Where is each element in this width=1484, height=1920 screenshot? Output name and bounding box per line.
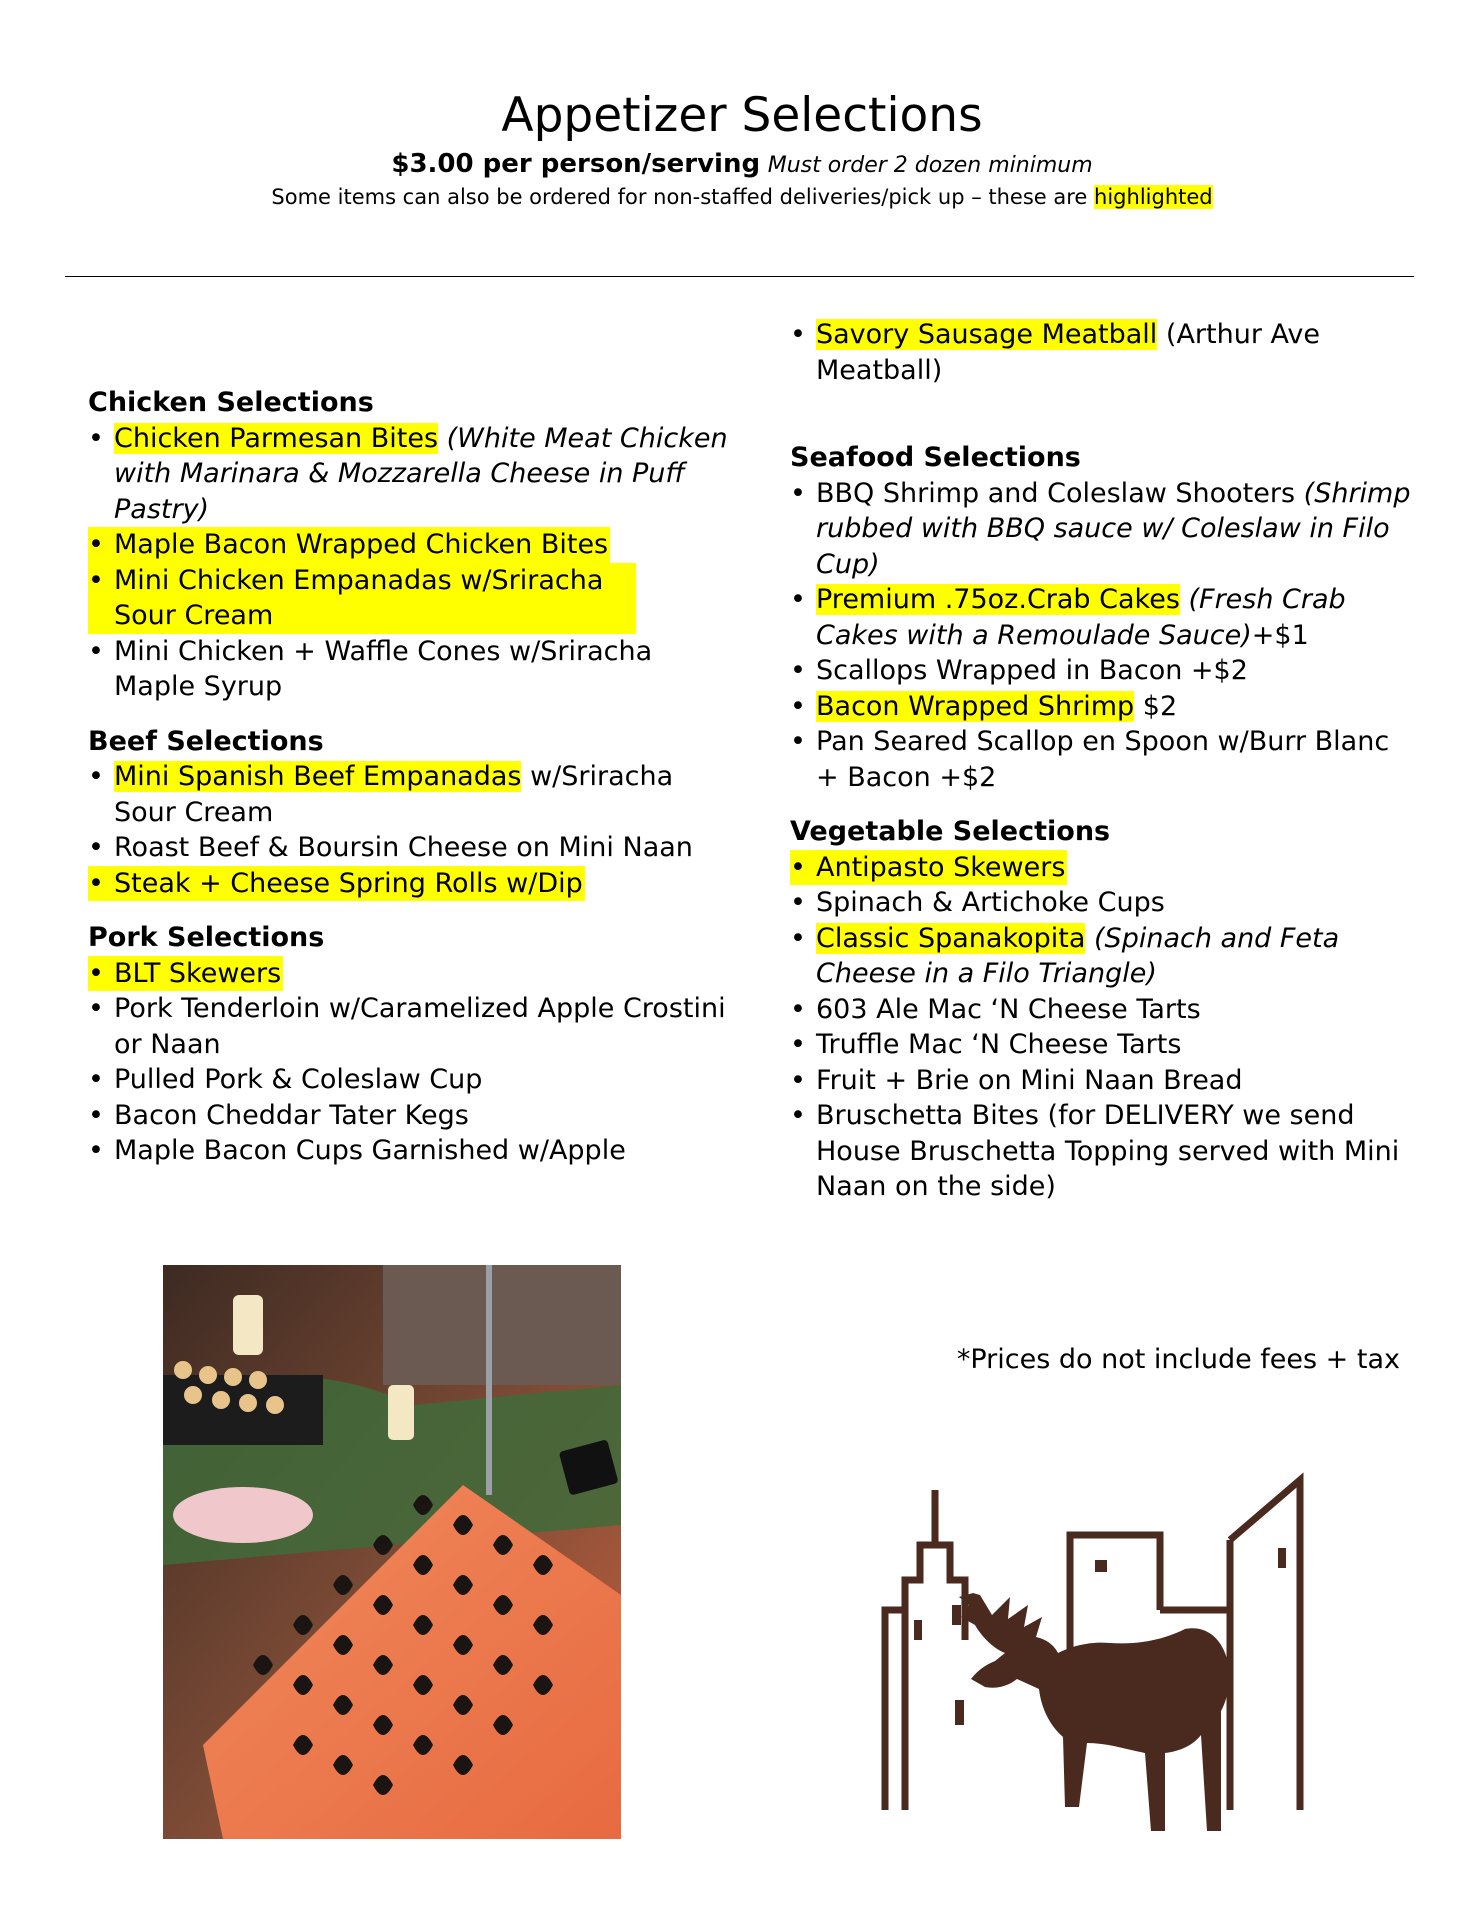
- item-text: Spinach & Artichoke Cups: [816, 887, 1165, 918]
- seafood-list: [790, 476, 1420, 796]
- item-text: Pork Tenderloin w/Caramelized Apple Crostini or Naan: [114, 993, 726, 1060]
- food-photo-graphic: [163, 1265, 621, 1839]
- right-column: [790, 317, 1420, 1205]
- seafood-section-title: Seafood Selections: [790, 442, 1081, 473]
- bullet: •: [88, 1064, 104, 1095]
- moose-skyline-logo: [860, 1450, 1310, 1870]
- item-description: (Fresh Crab Cakes with a Remoulade Sauce): [816, 584, 1346, 651]
- list-item: [88, 1133, 728, 1169]
- beef-list: [88, 759, 728, 901]
- list-item: [790, 317, 1420, 388]
- item-highlight: Bacon Wrapped Shrimp: [816, 690, 1135, 722]
- note-line: [0, 182, 1484, 212]
- list-item: [88, 830, 728, 866]
- list-item: [88, 527, 610, 563]
- item-text: Bruschetta Bites (for DELIVERY we send House Bruschetta Topping served with Mini Naan on the side): [816, 1100, 1400, 1202]
- bullet: •: [790, 726, 806, 757]
- chicken-list: [88, 421, 728, 705]
- list-item: [790, 476, 1420, 583]
- list-item: [790, 885, 1420, 921]
- item-text: Mini Chicken + Waffle Cones w/Sriracha Maple Syrup: [114, 635, 653, 702]
- bullet: •: [790, 1100, 806, 1131]
- bullet: •: [88, 867, 104, 899]
- item-text: Maple Bacon Cups Garnished w/Apple: [114, 1135, 626, 1166]
- bullet: •: [790, 477, 806, 509]
- item-highlight: Chicken Parmesan Bites: [114, 422, 439, 454]
- bullet: •: [790, 922, 806, 954]
- item-rest: +$1: [1251, 619, 1309, 651]
- beef-section-title: Beef Selections: [88, 725, 324, 757]
- bullet: •: [88, 761, 104, 792]
- pork-section-title: Pork Selections: [88, 922, 325, 953]
- list-item: [790, 582, 1420, 653]
- bullet: •: [88, 564, 104, 596]
- item-text: Steak + Cheese Spring Rolls w/Dip: [114, 867, 583, 899]
- item-text: Fruit + Brie on Mini Naan Bread: [816, 1064, 1243, 1096]
- price-line: [0, 148, 1484, 182]
- list-item: [790, 1027, 1420, 1063]
- divider-rule: [65, 276, 1414, 277]
- item-text: BBQ Shrimp and Coleslaw Shooters: [816, 477, 1296, 509]
- bullet: •: [88, 957, 104, 989]
- chicken-section-title: Chicken Selections: [88, 387, 374, 418]
- list-item: [790, 992, 1420, 1028]
- spacer: [790, 795, 1420, 814]
- bullet: •: [790, 887, 806, 918]
- list-item: [790, 921, 1420, 992]
- item-rest: w/Sriracha Sour Cream: [114, 761, 674, 828]
- bullet: •: [790, 584, 806, 615]
- minimum-text: Must order 2 dozen minimum: [767, 153, 1093, 178]
- item-text: Pulled Pork & Coleslaw Cup: [114, 1064, 483, 1095]
- item-text: Pan Seared Scallop en Spoon w/Burr Blanc + Bacon +$2: [816, 726, 1390, 793]
- left-column: [88, 385, 728, 1169]
- item-text: Roast Beef & Boursin Cheese on Mini Naan: [114, 832, 693, 863]
- price-disclaimer: *Prices do not include fees + tax: [956, 1344, 1400, 1375]
- list-item: [88, 759, 728, 830]
- bullet: •: [790, 690, 806, 722]
- list-item: [88, 991, 728, 1062]
- list-item: [88, 1062, 728, 1098]
- item-highlight: Mini Spanish Beef Empanadas: [114, 761, 522, 792]
- list-item: [790, 724, 1420, 795]
- item-description: (Shrimp rubbed with BBQ sauce w/ Coleslaw in Filo Cup): [816, 477, 1411, 580]
- bullet: •: [88, 832, 104, 863]
- item-rest: $2: [1142, 690, 1178, 722]
- list-item: [88, 421, 728, 528]
- list-item: [88, 866, 585, 902]
- list-item: [790, 689, 1420, 725]
- item-text: Truffle Mac ‘N Cheese Tarts: [816, 1029, 1182, 1060]
- item-description: (White Meat Chicken with Marinara & Mozzarella Cheese in Puff Pastry): [114, 422, 728, 525]
- pork-list: [88, 956, 728, 1169]
- item-highlight: Savory Sausage Meatball: [816, 319, 1158, 350]
- list-item: [88, 634, 728, 705]
- bullet: •: [88, 1135, 104, 1166]
- spacer: [88, 901, 728, 920]
- item-text: Scallops Wrapped in Bacon +$2: [816, 655, 1248, 686]
- item-text: 603 Ale Mac ‘N Cheese Tarts: [816, 993, 1201, 1025]
- bullet: •: [790, 993, 806, 1025]
- header: [0, 86, 1484, 212]
- item-text: Bacon Cheddar Tater Kegs: [114, 1099, 469, 1131]
- bullet: •: [790, 655, 806, 686]
- item-highlight: Classic Spanakopita: [816, 922, 1086, 954]
- item-highlight: Premium .75oz.Crab Cakes: [816, 584, 1180, 615]
- bullet: •: [88, 1099, 104, 1131]
- item-text: Mini Chicken Empanadas w/Sriracha Sour Cream: [114, 564, 604, 631]
- bullet: •: [88, 635, 104, 667]
- item-text: Antipasto Skewers: [816, 851, 1066, 883]
- item-description: (Spinach and Feta Cheese in a Filo Triangle): [816, 922, 1340, 989]
- note-text: Some items can also be ordered for non-staffed deliveries/pick up – these are: [271, 185, 1088, 209]
- spacer: [88, 705, 728, 724]
- bullet: •: [88, 529, 104, 560]
- price-text: $3.00 per person/serving: [391, 149, 761, 179]
- list-item: [790, 653, 1420, 689]
- item-text: Maple Bacon Wrapped Chicken Bites: [114, 529, 609, 560]
- moose-skyline-graphic: [860, 1450, 1310, 1870]
- note-highlight: highlighted: [1094, 185, 1213, 209]
- bullet: •: [790, 851, 806, 883]
- food-photo: [163, 1265, 621, 1839]
- list-item: [88, 563, 636, 634]
- vegetable-list: [790, 850, 1420, 1205]
- bullet: •: [88, 993, 104, 1024]
- list-item: [790, 1098, 1420, 1205]
- list-item: [88, 956, 283, 992]
- bullet: •: [790, 1029, 806, 1060]
- item-text: BLT Skewers: [114, 957, 282, 989]
- list-item: [790, 1063, 1420, 1099]
- list-item: [790, 850, 1067, 886]
- bullet: •: [790, 1064, 806, 1096]
- list-item: [88, 1098, 728, 1134]
- vegetable-section-title: Vegetable Selections: [790, 816, 1111, 847]
- page-title: Appetizer Selections: [501, 88, 983, 143]
- item-rest: (Arthur Ave Meatball): [816, 319, 1320, 386]
- spacer: [790, 388, 1420, 440]
- bullet: •: [88, 422, 104, 454]
- pork-continued-list: [790, 317, 1420, 388]
- bullet: •: [790, 319, 806, 350]
